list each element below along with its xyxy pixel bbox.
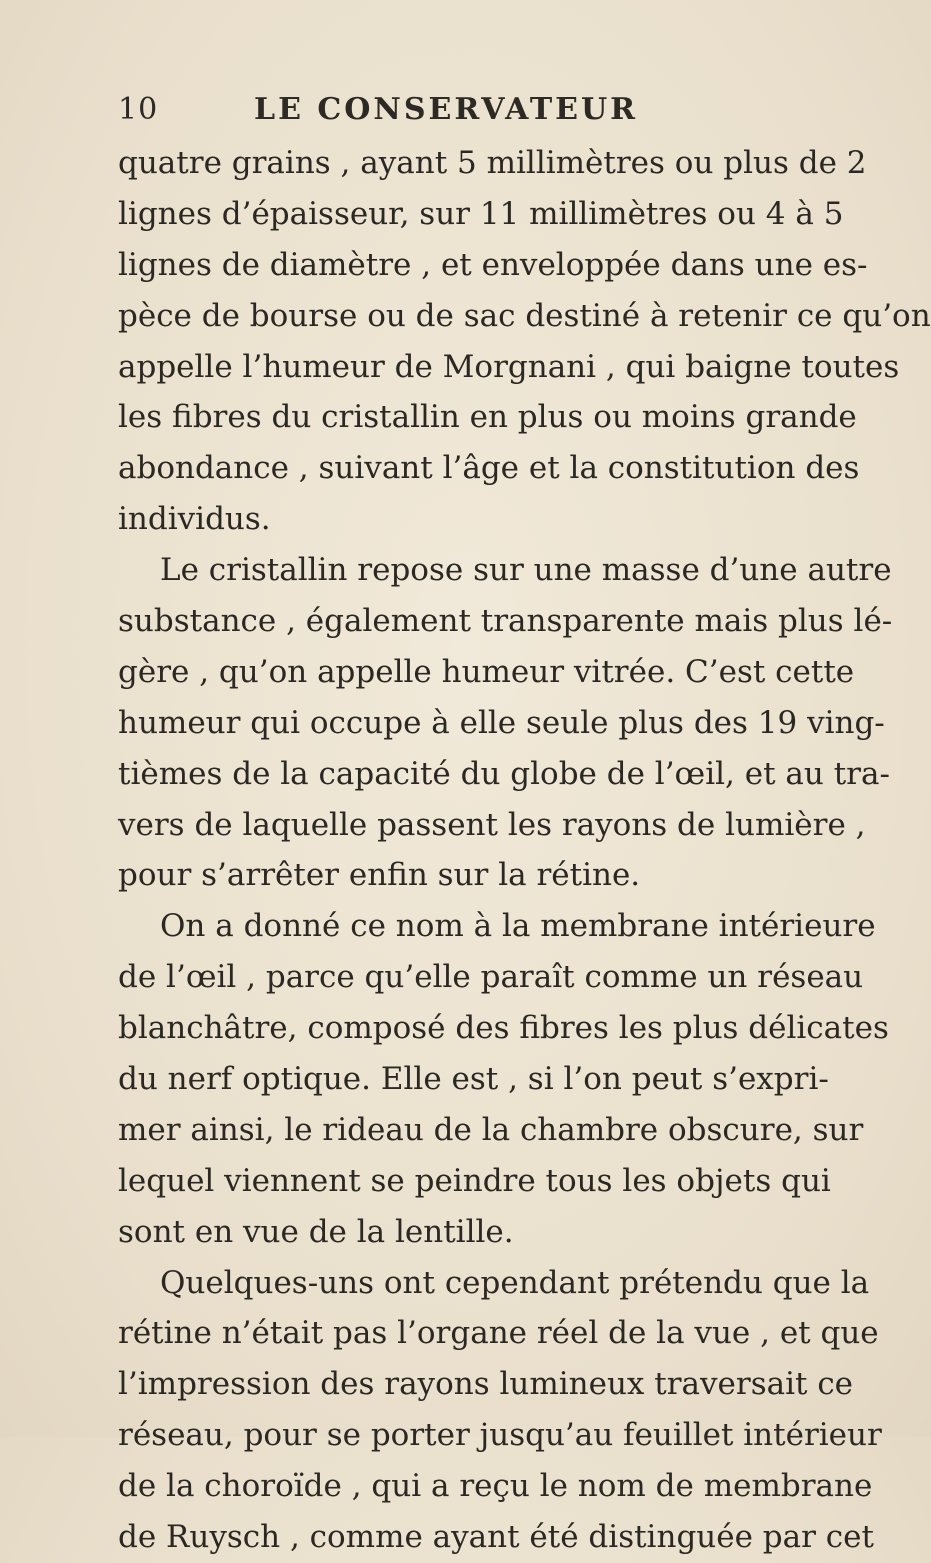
text-line: lequel viennent se peindre tous les objets qui: [118, 1162, 831, 1199]
text-line: Quelques-uns ont cependant prétendu que la: [160, 1264, 870, 1301]
text-line: appelle l’humeur de Morgnani , qui baigne toutes: [118, 348, 900, 385]
text-line: On a donné ce nom à la membrane intérieure: [160, 908, 876, 945]
text-line: tièmes de la capacité du globe de l’œil, et au tra-: [118, 755, 890, 792]
body-text: [118, 138, 931, 1563]
text-line: les fibres du cristallin en plus ou moins grande: [118, 399, 857, 436]
text-line: quatre grains , ayant 5 millimètres ou plus de 2: [118, 145, 867, 181]
text-line: vers de laquelle passent les rayons de lumière ,: [118, 806, 866, 843]
text-line: lignes de diamètre , et enveloppée dans une es-: [118, 246, 868, 283]
text-line: de Ruysch , comme ayant été distinguée par cet: [118, 1519, 874, 1556]
text-line: Le cristallin repose sur une masse d’une autre: [160, 552, 892, 589]
text-line: du nerf optique. Elle est , si l’on peut s’expri-: [118, 1061, 829, 1098]
running-title: LE CONSERVATEUR: [254, 92, 639, 127]
text-line: de l’œil , parce qu’elle paraît comme un réseau: [118, 959, 864, 996]
text-line: individus.: [118, 501, 271, 538]
text-line: pèce de bourse ou de sac destiné à retenir ce qu’on: [118, 297, 931, 334]
text-line: l’impression des rayons lumineux traversait ce: [118, 1366, 854, 1403]
page-number: 10: [118, 92, 159, 127]
text-line: de la choroïde , qui a reçu le nom de membrane: [118, 1468, 873, 1505]
text-line: sont en vue de la lentille.: [118, 1213, 514, 1250]
text-line: blanchâtre, composé des fibres les plus délicates: [118, 1010, 889, 1047]
text-line: abondance , suivant l’âge et la constitution des: [118, 450, 860, 487]
text-line: mer ainsi, le rideau de la chambre obscure, sur: [118, 1111, 864, 1148]
text-line: lignes d’épaisseur, sur 11 millimètres ou 4 à 5: [118, 195, 844, 232]
text-line: substance , également transparente mais plus lé-: [118, 603, 893, 640]
text-line: gère , qu’on appelle humeur vitrée. C’est cette: [118, 653, 855, 690]
text-line: réseau, pour se porter jusqu’au feuillet intérieur: [118, 1417, 882, 1454]
text-line: pour s’arrêter enfin sur la rétine.: [118, 857, 641, 894]
running-head: [118, 92, 778, 132]
text-line: rétine n’était pas l’organe réel de la vue , et que: [118, 1315, 879, 1352]
text-line: humeur qui occupe à elle seule plus des 19 ving-: [118, 704, 885, 741]
